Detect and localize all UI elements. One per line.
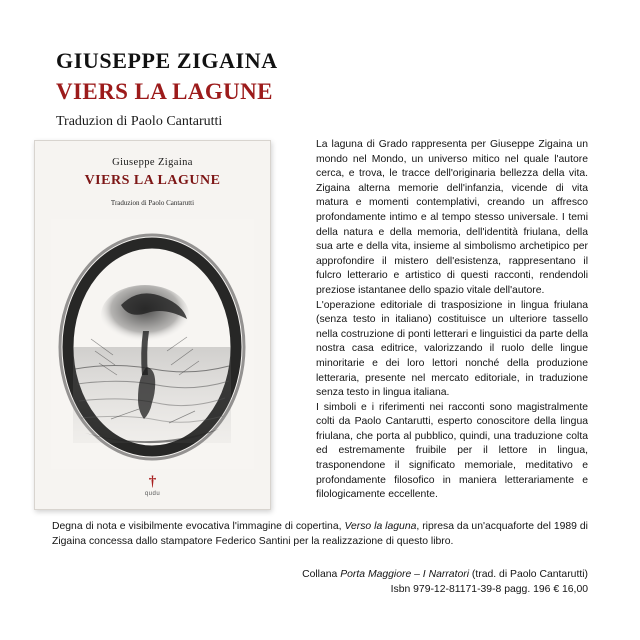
page-translator-line: Traduzion di Paolo Cantarutti (56, 113, 223, 129)
cover-artwork-etching (51, 219, 254, 469)
cover-publisher-logo (35, 475, 270, 497)
cover-translator-label: Traduzion di Paolo Cantarutti (110, 199, 195, 207)
page-title-author: GIUSEPPE ZIGAINA (56, 48, 278, 73)
note-text-before: Degna di nota e visibilmente evocativa l'immagine di copertina, (52, 521, 345, 532)
isbn-line: Isbn 979-12-81171-39-8 pagg. 196 € 16,00 (390, 584, 588, 595)
colophon (228, 567, 588, 597)
book-cover-image (34, 140, 271, 510)
description-paragraph-1: La laguna di Grado rappresenta per Giuseppe Zigaina un mondo nel Mondo, un universo mitico nel quale l'autore cerca, e trova, le tracce dell'originaria bellezza della vita. Zigaina alterna memorie dell'infanzia, vicende di vita matura e momenti contemplativi, creando un affresco profondamente intimo e al tempo stesso universale. I temi della natura e della memoria, dell'identità friulana, della sua arte e della vita, insieme al simbolismo archetipico per approfondire il mistero dell'esistenza, rappresentano il fulcro letterario e artistico di questi racconti, rendendoli preziose istantanee dello spazio vitale dell'autore. (316, 139, 588, 296)
cover-author-label: Giuseppe Zigaina (112, 157, 193, 168)
cover-title-label: VIERS LA LAGUNE (84, 173, 221, 188)
description-paragraph-3: I simboli e i riferimenti nei racconti sono magistralmente colti da Paolo Cantarutti, esperto conoscitore della lingua friulana, che porta al pubblico, quindi, una traduzione colta ed estremamente fruibile per il lettore in lingua, trasponendone il significato memoriale, meditativo e profondamente filosofico in maniera letterariamente e filologicamente eccellente. (316, 401, 588, 501)
cover-image-note (52, 520, 588, 549)
series-suffix: (trad. di Paolo Cantarutti) (469, 569, 588, 580)
publisher-name-label: qudu (144, 491, 161, 497)
book-cover-inner (35, 141, 270, 509)
note-artwork-title: Verso la laguna (344, 521, 417, 532)
page-title-book: VIERS LA LAGUNE (56, 79, 273, 105)
series-name: Porta Maggiore – I Narratori (340, 569, 470, 580)
series-line (228, 567, 588, 582)
note-text-after: , ripresa da un'acquaforte del 1989 di Zigaina concessa dallo stampatore Federico Santini per la realizzazione di questo libro. (52, 521, 588, 547)
description-paragraph-2: L'operazione editoriale di trasposizione in lingua friulana (senza testo in italiano) costituisce un ulteriore tassello nella costruzione di ponti letterari e linguistici da parte della nostra casa editrice, valorizzando il ruolo delle lingue minoritarie e dei loro lettori nonché della produzione letteraria, presente nel mercato editoriale, in traduzione senza testo in lingua italiana. (316, 299, 588, 399)
publisher-mark-icon: † (148, 474, 157, 490)
header (56, 48, 476, 130)
series-prefix: Collana (302, 569, 341, 580)
description-column (316, 138, 588, 503)
